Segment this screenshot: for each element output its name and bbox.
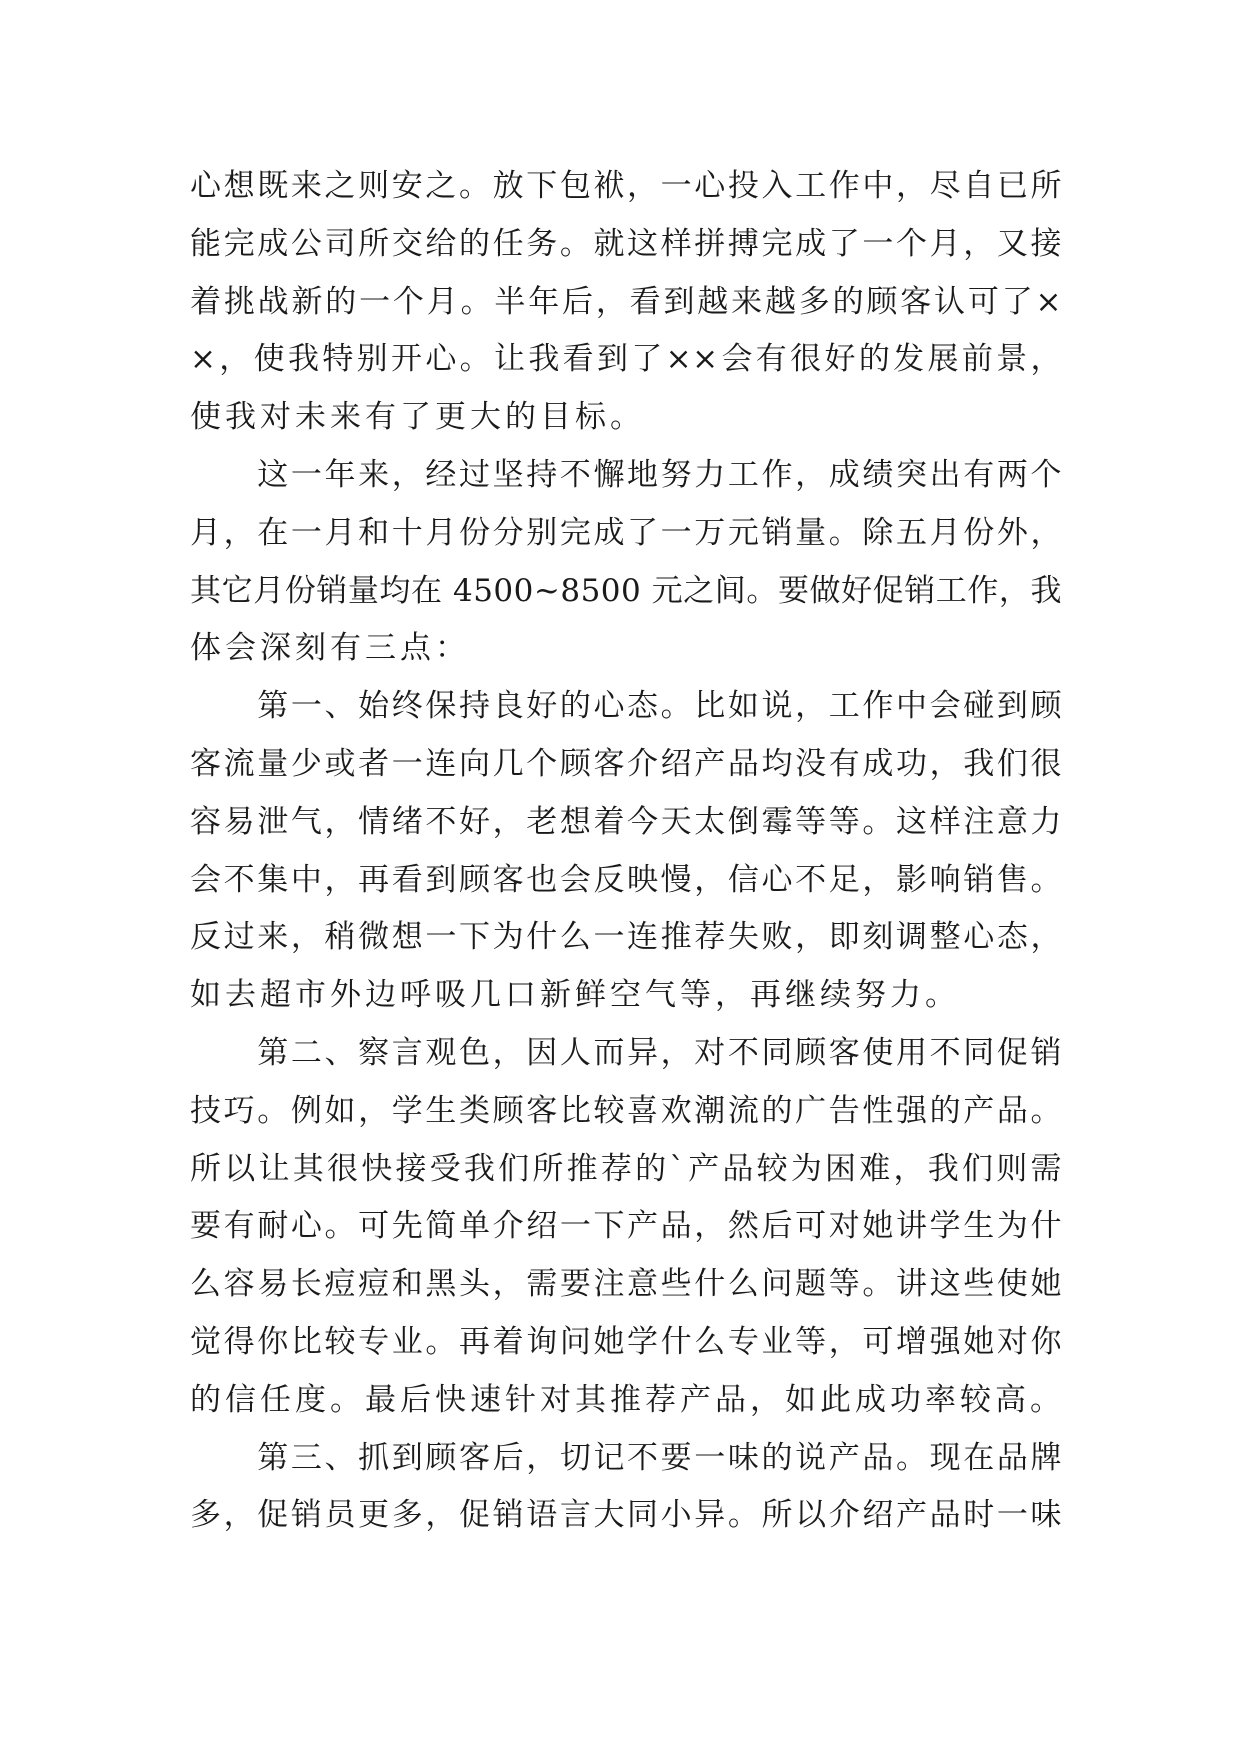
text-line: 要有耐心。可先简单介绍一下产品，然后可对她讲学生为什	[190, 1208, 1062, 1245]
text-line: 能完成公司所交给的任务。就这样拼搏完成了一个月，又接	[190, 225, 1062, 262]
text-line: 体会深刻有三点：	[190, 630, 470, 667]
text-line: 觉得你比较专业。再着询问她学什么专业等，可增强她对你	[190, 1323, 1062, 1360]
text-line: 客流量少或者一连向几个顾客介绍产品均没有成功，我们很	[190, 745, 1062, 782]
text-line: 反过来，稍微想一下为什么一连推荐失败，即刻调整心态，	[190, 919, 1062, 956]
text-line: ×，使我特别开心。让我看到了××会有很好的发展前景，	[190, 341, 1062, 378]
text-line: 着挑战新的一个月。半年后，看到越来越多的顾客认可了×	[190, 283, 1062, 320]
text-line: 会不集中，再看到顾客也会反映慢，信心不足，影响销售。	[190, 861, 1062, 898]
paragraph-4	[190, 1025, 1065, 1430]
text-line: 使我对未来有了更大的目标。	[190, 399, 645, 436]
document-body	[190, 158, 1065, 1545]
text-line: 技巧。例如，学生类顾客比较喜欢潮流的广告性强的产品。	[190, 1092, 1062, 1129]
text-line: 么容易长痘痘和黑头，需要注意些什么问题等。讲这些使她	[190, 1266, 1062, 1303]
text-line: 第三、抓到顾客后，切记不要一味的说产品。现在品牌	[190, 1439, 1062, 1476]
paragraph-2	[190, 447, 1062, 678]
text-line: 的信任度。最后快速针对其推荐产品，如此成功率较高。	[190, 1381, 1065, 1418]
text-line: 第一、始终保持良好的心态。比如说，工作中会碰到顾	[190, 688, 1062, 725]
paragraph-5	[190, 1430, 1062, 1546]
text-line: 这一年来，经过坚持不懈地努力工作，成绩突出有两个	[190, 456, 1062, 493]
text-line: 容易泄气，情绪不好，老想着今天太倒霉等等。这样注意力	[190, 803, 1062, 840]
paragraph-1	[190, 158, 1062, 447]
paragraph-3	[190, 678, 1062, 1025]
text-line: 月，在一月和十月份分别完成了一万元销量。除五月份外，	[190, 514, 1062, 551]
text-line: 多，促销员更多，促销语言大同小异。所以介绍产品时一味	[190, 1497, 1062, 1534]
text-line: 第二、察言观色，因人而异，对不同顾客使用不同促销	[190, 1034, 1062, 1071]
text-line: 所以让其很快接受我们所推荐的`产品较为困难，我们则需	[190, 1150, 1062, 1187]
text-line: 心想既来之则安之。放下包袱，一心投入工作中，尽自已所	[190, 168, 1062, 204]
text-line: 如去超市外边呼吸几口新鲜空气等，再继续努力。	[190, 977, 960, 1014]
text-line: 其它月份销量均在 4500~8500 元之间。要做好促销工作，我	[190, 572, 1062, 609]
